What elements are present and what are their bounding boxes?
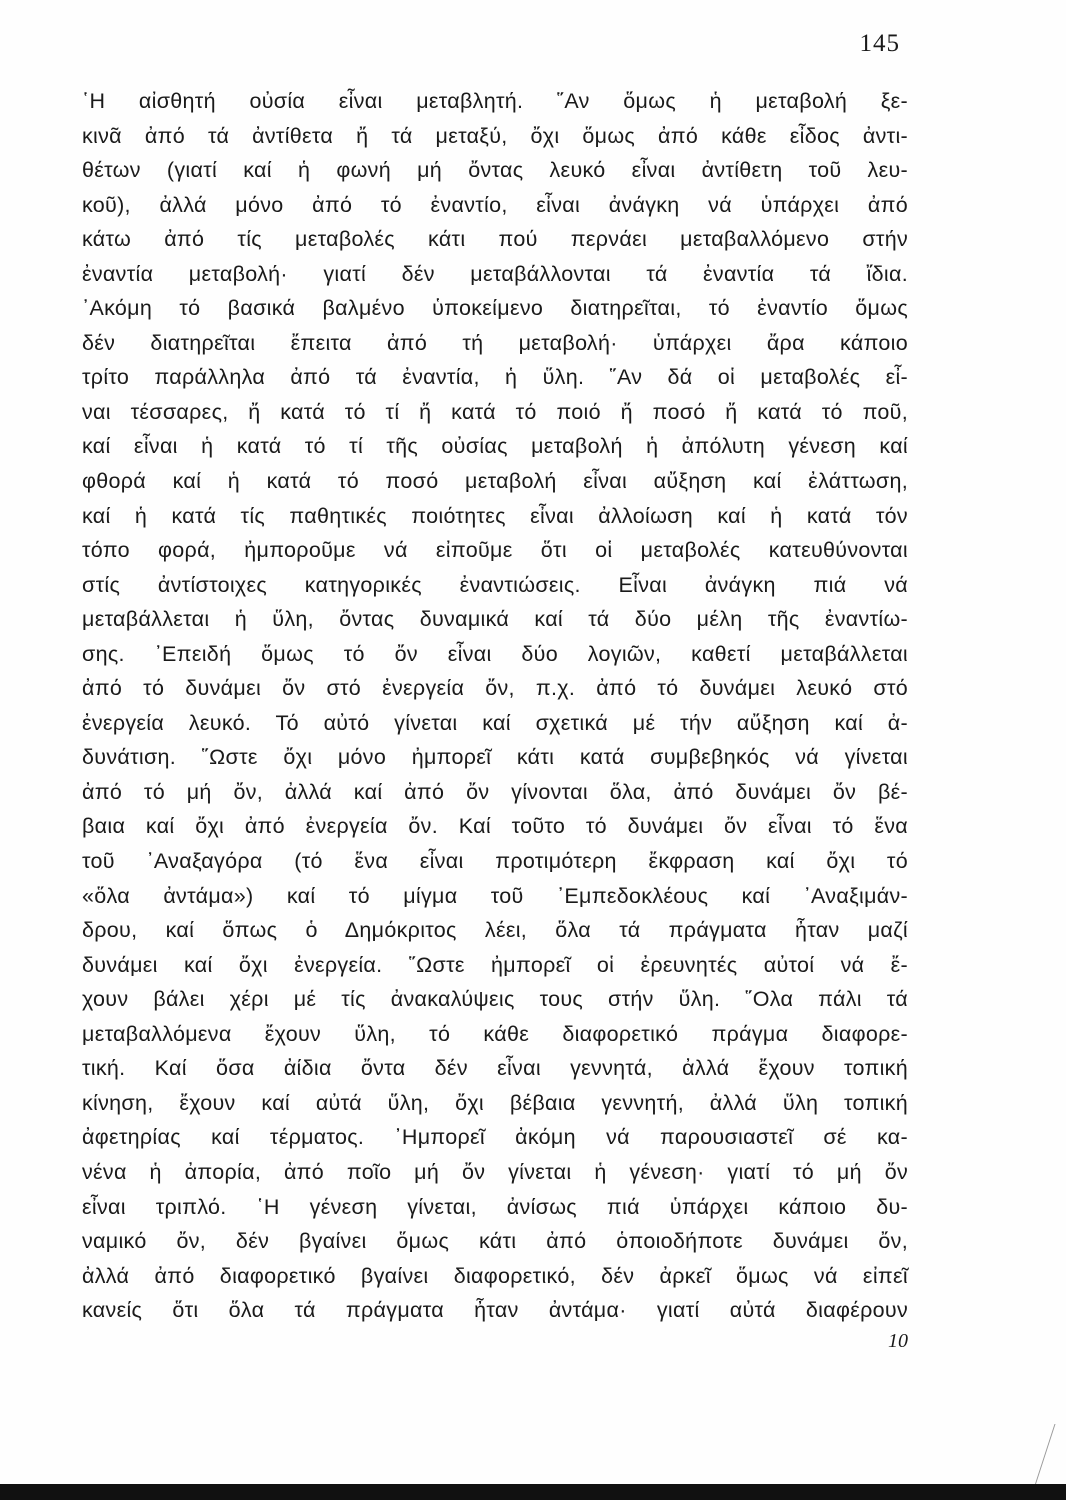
text-line: δυνάτιση. ῞Ωστε ὄχι μόνο ἠμπορεῖ κάτι κατά συμβεβηκός νά γίνεται (82, 745, 908, 770)
text-line: κοῦ), ἀλλά μόνο ἀπό τό ἐναντίο, εἶναι ἀνάγκη νά ὑπάρχει ἀπό (82, 192, 908, 217)
text-line: τόπο φορά, ἠμποροῦμε νά εἰποῦμε ὅτι οἱ μεταβολές κατευθύνονται (82, 538, 908, 563)
text-line: τρίτο παράλληλα ἀπό τά ἐναντία, ἡ ὕλη. ῞Αν δά οἱ μεταβολές εἶ- (82, 365, 908, 390)
text-line: ναμικό ὄν, δέν βγαίνει ὅμως κάτι ἀπό ὁποιοδήποτε δυνάμει ὄν, (82, 1229, 908, 1254)
text-line: κάτω ἀπό τίς μεταβολές κάτι πού περνάει μεταβαλλόμενο στήν (82, 227, 908, 252)
text-line: κινᾶ ἀπό τά ἀντίθετα ἤ τά μεταξύ, ὄχι ὅμως ἀπό κάθε εἶδος ἀντι- (82, 123, 908, 148)
text-line: δρου, καί ὅπως ὁ Δημόκριτος λέει, ὅλα τά πράγματα ἦταν μαζί (82, 918, 908, 943)
text-line: ἀπό τό μή ὄν, ἀλλά καί ἀπό ὄν γίνονται ὅλα, ἀπό δυνάμει ὄν βέ- (82, 779, 908, 804)
text-line: ἐνεργεία λευκό. Τό αὐτό γίνεται καί σχετικά μέ τήν αὔξηση καί ἀ- (82, 710, 908, 735)
text-line: μεταβαλλόμενα ἔχουν ὕλη, τό κάθε διαφορετικό πράγμα διαφορε- (82, 1021, 908, 1046)
text-line: κίνηση, ἔχουν καί αὐτά ὕλη, ὄχι βέβαια γεννητή, ἀλλά ὕλη τοπική (82, 1090, 908, 1115)
text-line: ναι τέσσαρες, ἤ κατά τό τί ἤ κατά τό ποιό ἤ ποσό ἤ κατά τό ποῦ, (82, 399, 908, 424)
text-line: ῾Η αἰσθητή οὐσία εἶναι μεταβλητή. ῞Αν ὅμως ἡ μεταβολή ξε- (82, 89, 908, 113)
signature-mark: 10 (888, 1330, 908, 1352)
text-line: βαια καί ὄχι ἀπό ἐνεργεία ὄν. Καί τοῦτο τό δυνάμει ὄν εἶναι τό ἕνα (82, 814, 908, 839)
text-line: δυνάμει καί ὄχι ἐνεργεία. ῞Ωστε ἠμπορεῖ οἱ ἐρευνητές αὐτοί νά ἔ- (82, 952, 908, 977)
text-line: κανείς ὅτι ὅλα τά πράγματα ἦταν ἀντάμα· γιατί αὐτά διαφέρουν (82, 1298, 908, 1323)
text-line: ἀφετηρίας καί τέρματος. ᾿Ημπορεῖ ἀκόμη νά παρουσιαστεῖ σέ κα- (82, 1125, 908, 1150)
text-line: τική. Καί ὅσα ἀίδια ὄντα δέν εἶναι γεννητά, ἀλλά ἔχουν τοπική (82, 1056, 908, 1081)
text-line: νένα ἡ ἀπορία, ἀπό ποῖο μή ὄν γίνεται ἡ γένεση· γιατί τό μή ὄν (82, 1159, 908, 1184)
text-line: δέν διατηρεῖται ἔπειτα ἀπό τή μεταβολή· ὑπάρχει ἄρα κάποιο (82, 330, 908, 355)
text-line: καί ἡ κατά τίς παθητικές ποιότητες εἶναι ἀλλοίωση καί ἡ κατά τόν (82, 503, 908, 528)
text-line: ἀλλά ἀπό διαφορετικό βγαίνει διαφορετικό, δέν ἀρκεῖ ὅμως νά εἰπεῖ (82, 1263, 908, 1288)
text-line: τοῦ ᾿Αναξαγόρα (τό ἕνα εἶναι προτιμότερη ἔκφραση καί ὄχι τό (82, 849, 908, 874)
text-line: καί εἶναι ἡ κατά τό τί τῆς οὐσίας μεταβολή ἡ ἀπόλυτη γένεση καί (82, 434, 908, 459)
text-line: ἀπό τό δυνάμει ὄν στό ἐνεργεία ὄν, π.χ. ἀπό τό δυνάμει λευκό στό (82, 676, 908, 701)
text-line: ᾿Ακόμη τό βασικά βαλμένο ὑποκείμενο διατηρεῖται, τό ἐναντίο ὅμως (82, 296, 908, 321)
text-line: φθορά καί ἡ κατά τό ποσό μεταβολή εἶναι αὔξηση καί ἐλάττωση, (82, 469, 908, 494)
text-line: μεταβάλλεται ἡ ὕλη, ὄντας δυναμικά καί τά δύο μέλη τῆς ἐναντίω- (82, 607, 908, 632)
text-line: χουν βάλει χέρι μέ τίς ἀνακαλύψεις τους στήν ὕλη. ῞Ολα πάλι τά (82, 987, 908, 1012)
text-line: «ὅλα ἀντάμα») καί τό μίγμα τοῦ ᾿Εμπεδοκλέους καί ᾿Αναξιμάν- (82, 883, 908, 908)
page-edge-shadow (1035, 1424, 1066, 1484)
text-line: θέτων (γιατί καί ἡ φωνή μή ὄντας λευκό εἶναι ἀντίθετη τοῦ λευ- (82, 158, 908, 183)
text-line: στίς ἀντίστοιχες κατηγορικές ἐναντιώσεις. Εἶναι ἀνάγκη πιά νά (82, 572, 908, 597)
page-number: 145 (859, 30, 900, 57)
text-line: σης. ᾿Επειδή ὅμως τό ὄν εἶναι δύο λογιῶν, καθετί μεταβάλλεται (82, 641, 908, 666)
text-line: εἶναι τριπλό. ῾Η γένεση γίνεται, ἀνίσως πιά ὑπάρχει κάποιο δυ- (82, 1194, 908, 1219)
scan-bottom-border (0, 1484, 1066, 1500)
text-line: ἐναντία μεταβολή· γιατί δέν μεταβάλλονται τά ἐναντία τά ἴδια. (82, 261, 908, 286)
body-text (82, 84, 908, 1328)
